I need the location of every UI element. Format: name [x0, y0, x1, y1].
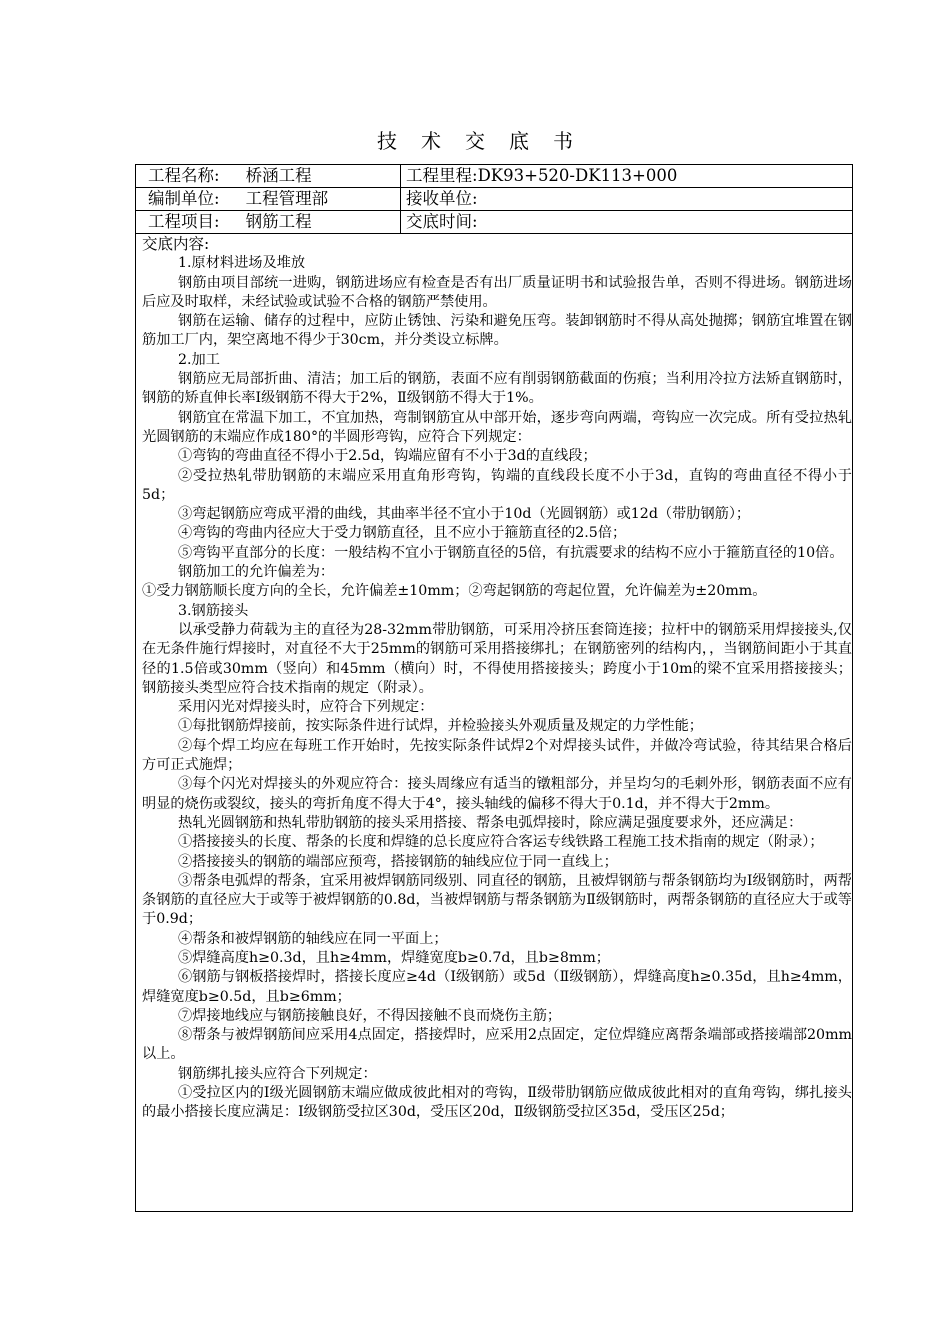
content-paragraph: ②搭接接头的钢筋的端部应预弯，搭接钢筋的轴线应位于同一直线上；: [178, 853, 618, 870]
content-paragraph: 热轧光圆钢筋和热轧带肋钢筋的接头采用搭接、帮条电弧焊接时，除应满足强度要求外，还应满足：: [178, 814, 803, 831]
content-paragraph: ②受拉热轧带肋钢筋的末端应采用直角形弯钩，钩端的直线段长度不小于3d，直钩的弯曲直径不得小于5d；: [142, 467, 852, 503]
content-paragraph: 采用闪光对焊接头时，应符合下列规定：: [178, 699, 434, 716]
content-paragraph: ①受力钢筋顺长度方向的全长，允许偏差±10mm；②弯起钢筋的弯起位置，允许偏差为±20mm。: [142, 583, 767, 600]
content-paragraph: ⑧帮条与被焊钢筋间应采用4点固定，搭接焊时，应采用2点固定，定位焊缝应离帮条端部或搭接端部20mm以上。: [142, 1027, 852, 1063]
content-paragraph: ④弯钩的弯曲内径应大于受力钢筋直径，且不应小于箍筋直径的2.5倍；: [178, 525, 627, 542]
item-value: 钢筋工程: [245, 212, 312, 231]
content-paragraph: ①弯钩的弯曲直径不得小于2.5d，钩端应留有不小于3d的直线段；: [178, 448, 597, 465]
content-area: [136, 234, 852, 1123]
content-paragraph: ③弯起钢筋应弯成平滑的曲线，其曲率半径不宜小于10d（光圆钢筋）或12d（带肋钢筋）；: [178, 506, 751, 523]
content-paragraph: 钢筋由项目部统一进购，钢筋进场应有检查是否有出厂质量证明书和试验报告单，否则不得进场。钢筋进场后应及时取样，未经试验或试验不合格的钢筋严禁使用。: [142, 274, 852, 310]
content-paragraph: 钢筋宜在常温下加工，不宜加热，弯制钢筋宜从中部开始，逐步弯向两端，弯钩应一次完成。所有受拉热轧光圆钢筋的末端应作成180°的半圆形弯钩，应符合下列规定：: [142, 409, 852, 445]
content-paragraph: 1.原材料进场及堆放: [178, 255, 306, 272]
content-paragraph: ③帮条电弧焊的帮条，宜采用被焊钢筋同级别、同直径的钢筋，且被焊钢筋与帮条钢筋均为Ⅰ级钢筋时，两帮条钢筋的直径应大于或等于被焊钢筋的0.8d，当被焊钢筋与帮条钢筋为Ⅱ级钢筋时，两帮条钢筋的直径应大于或等于0.9d；: [142, 872, 852, 928]
content-paragraph: ⑦焊接地线应与钢筋接触良好，不得因接触不良而烧伤主筋；: [178, 1007, 562, 1024]
mileage-label: 工程里程:: [406, 166, 478, 185]
content-paragraph: ③每个闪光对焊接头的外观应符合：接头周缘应有适当的镦粗部分，并呈均匀的毛刺外形，钢筋表面不应有明显的烧伤或裂纹，接头的弯折角度不得大于4°，接头轴线的偏移不得大于0.1d，并不得大于2mm。: [142, 776, 852, 812]
time-cell: [401, 211, 852, 233]
content-paragraph: 钢筋绑扎接头应符合下列规定：: [178, 1065, 377, 1082]
unit-cell: [136, 188, 401, 210]
content-paragraph: ④帮条和被焊钢筋的轴线应在同一平面上；: [178, 930, 448, 947]
receiver-cell: [401, 188, 852, 210]
header-row-2: [136, 188, 852, 211]
receiver-label: 接收单位:: [406, 189, 478, 208]
disclosure-form: [135, 164, 853, 1212]
header-row-3: [136, 211, 852, 234]
unit-label: 编制单位:: [148, 189, 220, 208]
project-name-label: 工程名称:: [148, 166, 220, 185]
content-paragraph: ②每个焊工均应在每班工作开始时，先按实际条件试焊2个对焊接头试件，并做冷弯试验，待其结果合格后方可正式施焊；: [142, 737, 852, 774]
content-paragraph: 3.钢筋接头: [178, 602, 249, 619]
content-paragraph: 钢筋应无局部折曲、清洁；加工后的钢筋，表面不应有削弱钢筋截面的伤痕；当利用冷拉方法矫直钢筋时，钢筋的矫直伸长率Ⅰ级钢筋不得大于2%，Ⅱ级钢筋不得大于1%。: [142, 371, 852, 407]
time-label: 交底时间:: [406, 212, 478, 231]
content-paragraph: ①搭接接头的长度、帮条的长度和焊缝的总长度应符合客运专线铁路工程施工技术指南的规定（附录）；: [178, 834, 824, 851]
mileage-cell: [401, 165, 852, 187]
document-title: 技术交底书: [377, 129, 597, 153]
project-name-cell: [136, 165, 401, 187]
content-paragraph: ⑤焊缝高度h≥0.3d，且h≥4mm，焊缝宽度b≥0.7d，且b≥8mm；: [178, 949, 610, 966]
project-name-value: 桥涵工程: [245, 166, 312, 185]
content-heading: 交底内容:: [142, 235, 210, 253]
content-paragraph: ①受拉区内的Ⅰ级光圆钢筋末端应做成彼此相对的弯钩，Ⅱ级带肋钢筋应做成彼此相对的直角弯钩，绑扎接头的最小搭接长度应满足：Ⅰ级钢筋受拉区30d，受压区20d，Ⅱ级钢筋受拉区35d，受压区25d；: [142, 1085, 852, 1121]
item-cell: [136, 211, 401, 233]
content-paragraph: 2.加工: [178, 351, 220, 368]
content-paragraph: ①每批钢筋焊接前，按实际条件进行试焊，并检验接头外观质量及规定的力学性能；: [178, 718, 703, 735]
content-paragraph: ⑤弯钩平直部分的长度：一般结构不宜小于钢筋直径的5倍，有抗震要求的结构不应小于箍筋直径的10倍。: [178, 544, 844, 561]
mileage-value: DK93+520-DK113+000: [477, 166, 678, 185]
header-row-1: [136, 165, 852, 188]
item-label: 工程项目:: [148, 212, 220, 231]
content-paragraph: 钢筋在运输、储存的过程中，应防止锈蚀、污染和避免压弯。装卸钢筋时不得从高处抛掷；钢筋宜堆置在钢筋加工厂内，架空离地不得少于30cm，并分类设立标牌。: [142, 313, 852, 349]
unit-value: 工程管理部: [245, 189, 329, 208]
content-paragraph: 以承受静力荷载为主的直径为28-32mm带肋钢筋，可采用冷挤压套筒连接；拉杆中的钢筋采用焊接接头,仅在无条件施行焊接时，对直径不大于25mm的钢筋可采用搭接绑扎；在钢筋密列的结构内，，当钢筋间距小于其直径的1.5倍或30mm（竖向）和45mm（横向）时，不得使用搭接接头；跨度小于10m的梁不宜采用搭接接头；钢筋接头类型应符合技术指南的规定（附录）。: [142, 621, 852, 696]
content-paragraph: ⑥钢筋与钢板搭接焊时，搭接长度应≥4d（Ⅰ级钢筋）或5d（Ⅱ级钢筋），焊缝高度h≥0.35d，且h≥4mm，焊缝宽度b≥0.5d，且b≥6mm；: [142, 969, 852, 1005]
content-paragraph: 钢筋加工的允许偏差为：: [178, 564, 335, 581]
